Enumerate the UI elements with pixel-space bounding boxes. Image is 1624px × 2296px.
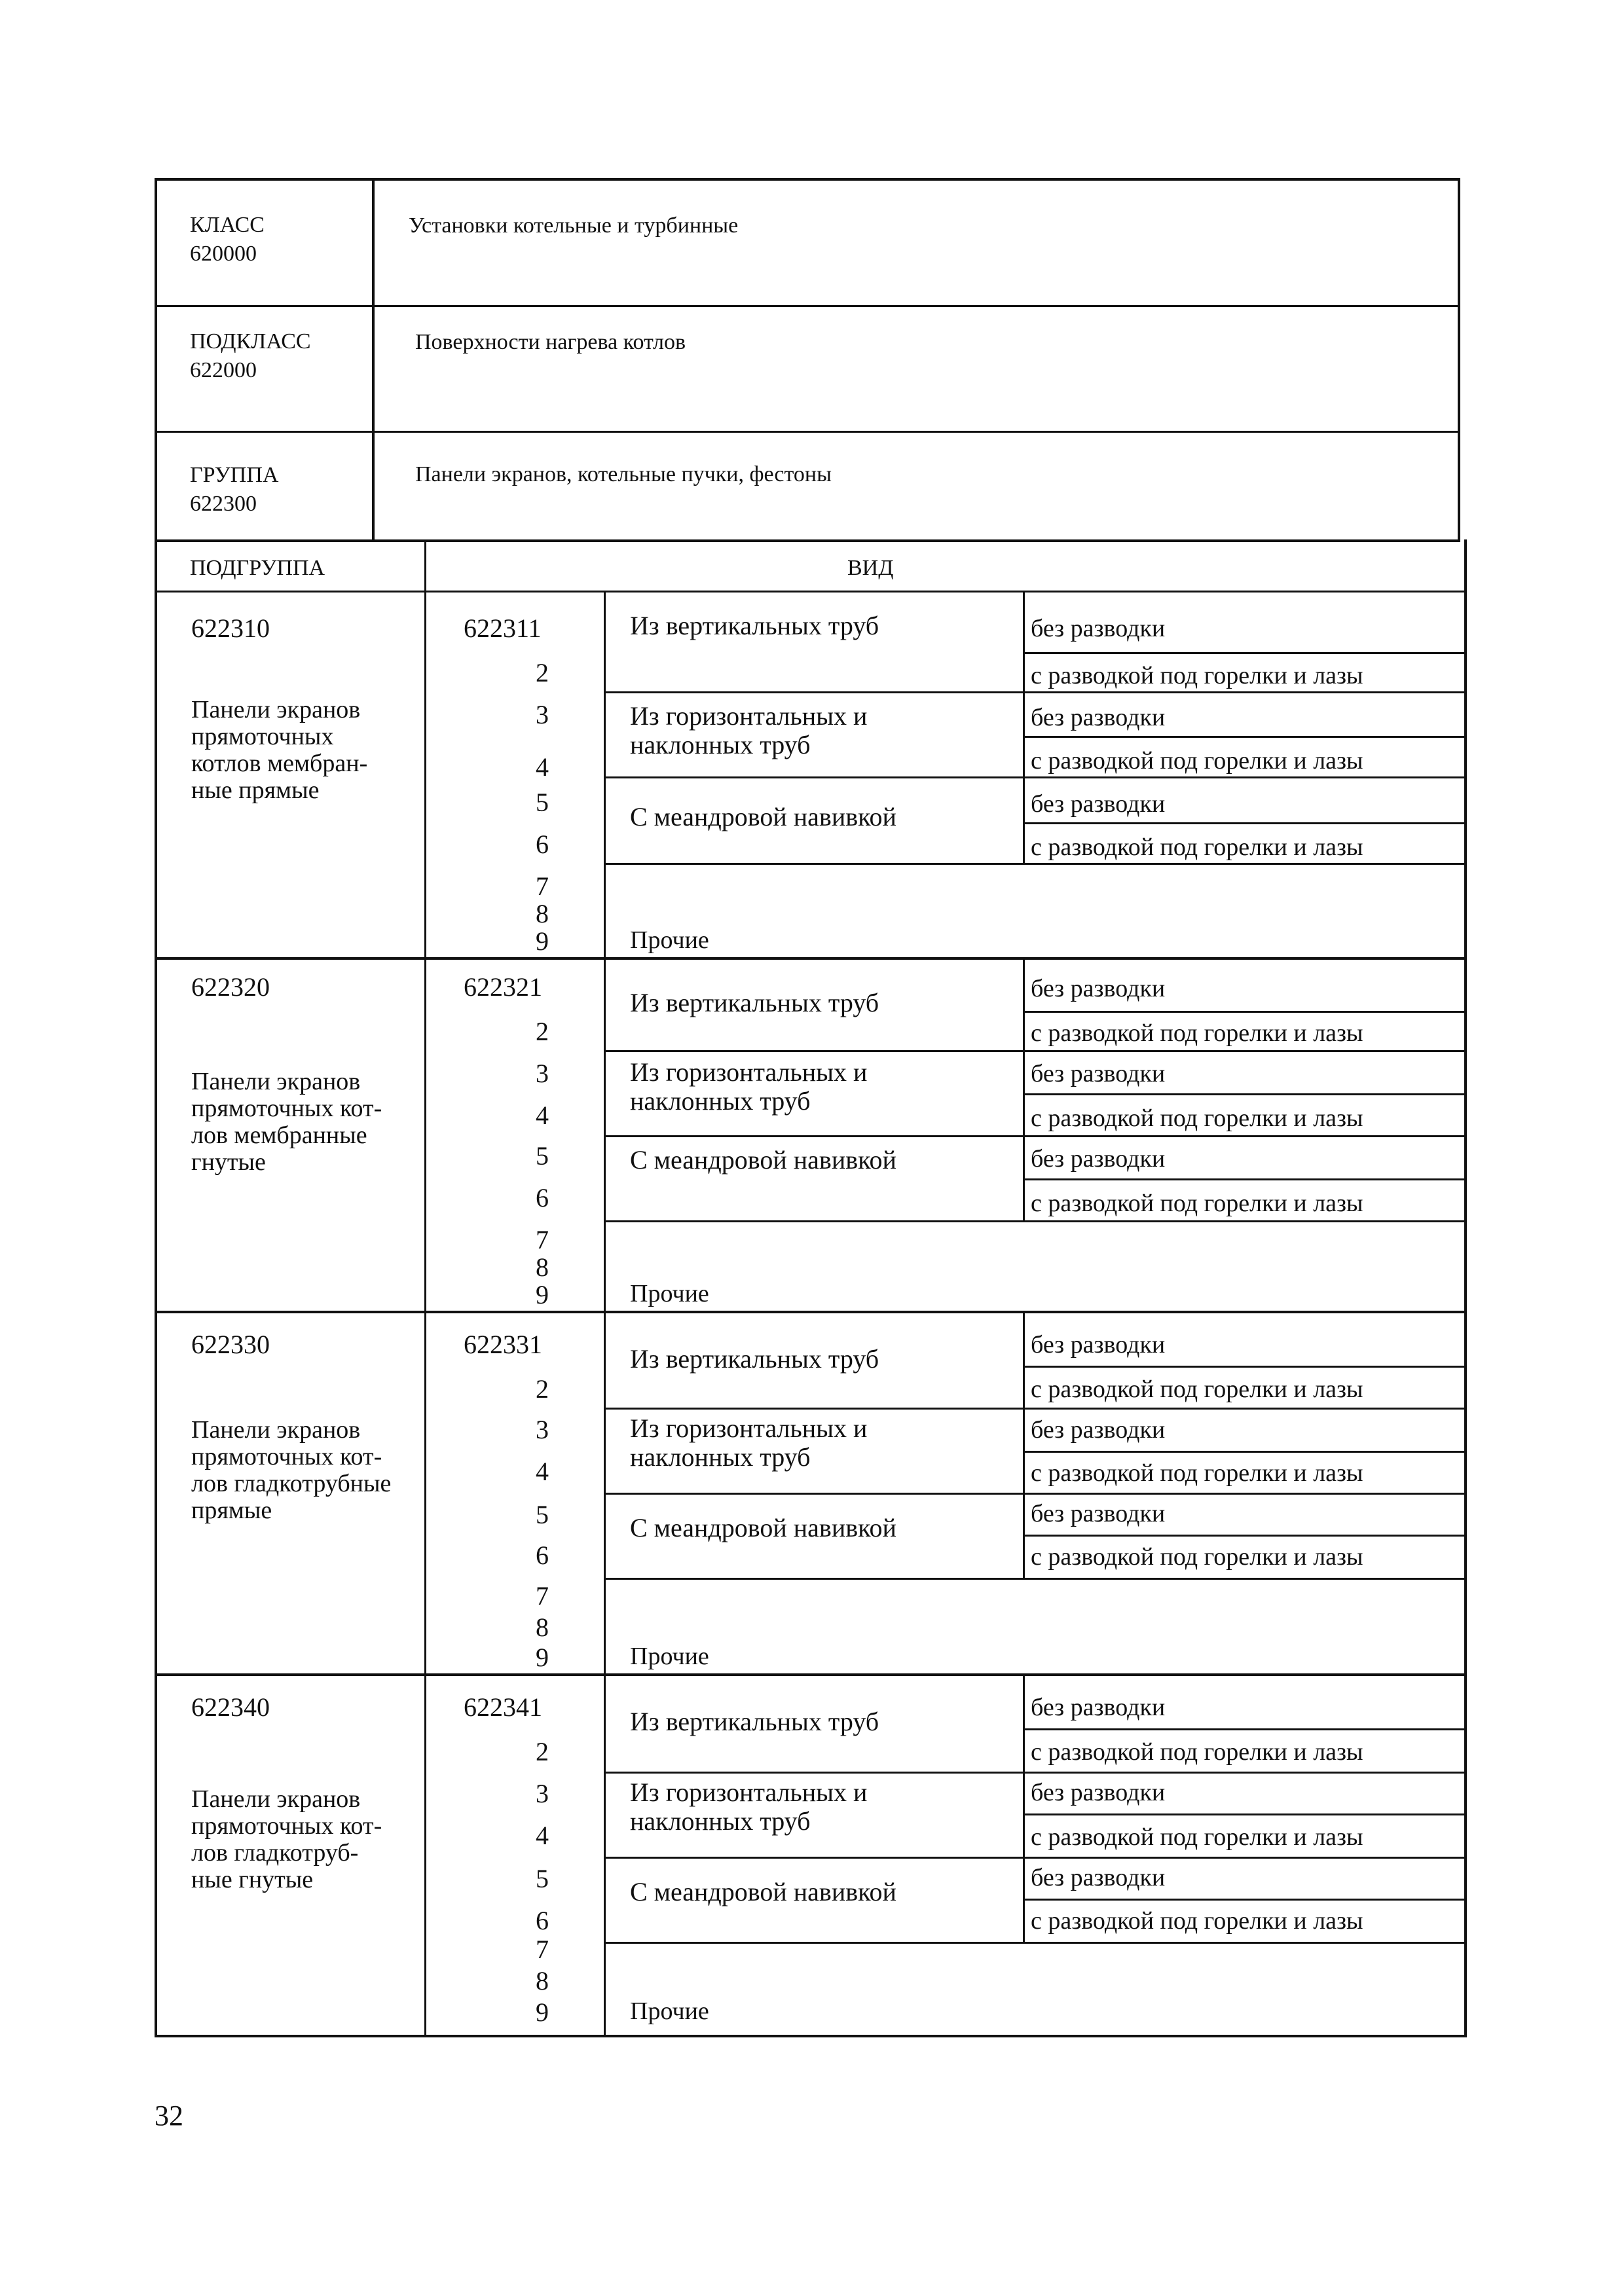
type-row-divider [604,1772,1466,1774]
kind-code: 622311 [464,613,542,643]
type-cell: С меандровой навивкой [630,1513,896,1542]
subgroup-column-header: ПОДГРУППА [190,556,325,580]
variant-column-divider [1023,957,1025,1220]
subgroup-code: 622310 [191,613,270,643]
subclass-label-cell [190,327,311,385]
variant-cell: без разводки [1031,1779,1166,1806]
variant-cell: с разводкой под горелки и лазы [1031,833,1363,861]
type-row-divider [604,863,1466,865]
subgroup-description: Панели экранов прямоточных кот- лов гладкотруб- ные гнутые [191,1785,382,1893]
other-label: Прочие [630,1280,709,1307]
variant-divider [1023,1899,1466,1901]
variant-cell: с разводкой под горелки и лазы [1031,1104,1363,1132]
variant-column-divider [1023,1673,1025,1942]
subgroup-code: 622330 [191,1330,270,1359]
variant-divider [1023,736,1466,738]
kind-number: 3 [536,700,549,729]
header-border-left [155,178,157,542]
variant-cell: с разводкой под горелки и лазы [1031,1823,1363,1851]
type-row-divider [604,1942,1466,1944]
variant-cell: с разводкой под горелки и лазы [1031,1190,1363,1217]
kind-number: 7 [536,1225,549,1254]
variant-divider [1023,1178,1466,1180]
type-cell: Из горизонтальных и наклонных труб [630,1057,868,1116]
group-label-cell [190,461,278,519]
type-cell: Из вертикальных труб [630,611,879,640]
type-row-divider [604,1220,1466,1222]
type-cell: Из вертикальных труб [630,1707,879,1736]
block-divider [155,957,1467,960]
kind-number: 8 [536,899,549,928]
kind-number: 6 [536,829,549,859]
variant-cell: с разводкой под горелки и лазы [1031,1907,1363,1935]
kind-column-header: ВИД [847,556,894,580]
class-label-cell [190,211,265,268]
variant-cell: без разводки [1031,1500,1166,1527]
header-border-top [155,178,1459,181]
variant-cell: без разводки [1031,975,1166,1002]
kind-number: 9 [536,926,549,956]
variant-cell: с разводкой под горелки и лазы [1031,1376,1363,1403]
block-divider [155,1673,1467,1676]
block-divider [155,1311,1467,1313]
group-title: Панели экранов, котельные пучки, фестоны [415,462,832,486]
variant-cell: без разводки [1031,790,1166,818]
subclass-label: ПОДКЛАСС [190,329,311,354]
other-label: Прочие [630,1643,709,1670]
header-border-right [1458,178,1460,542]
main-border-bottom [155,2035,1467,2037]
main-border-top [155,539,1459,542]
kind-number: 8 [536,1966,549,1995]
variant-divider [1023,1535,1466,1537]
type-cell: С меандровой навивкой [630,1877,896,1906]
variant-divider [1023,1011,1466,1013]
kind-number: 9 [536,1997,549,2027]
main-border-left [155,539,157,2037]
kind-number: 4 [536,1101,549,1130]
kind-number: 4 [536,752,549,782]
type-row-divider [604,1050,1466,1052]
variant-divider [1023,1093,1466,1095]
kind-number: 2 [536,1017,549,1046]
kind-number: 8 [536,1252,549,1282]
kind-number: 3 [536,1059,549,1088]
variant-cell: с разводкой под горелки и лазы [1031,1543,1363,1571]
variant-divider [1023,1813,1466,1815]
kind-number: 3 [536,1415,549,1444]
kind-code: 622331 [464,1330,542,1359]
kind-number: 8 [536,1613,549,1642]
variant-cell: без разводки [1031,1694,1166,1721]
variant-divider [1023,1728,1466,1730]
variant-cell: без разводки [1031,704,1166,731]
subclass-title: Поверхности нагрева котлов [415,330,686,354]
type-cell: Из вертикальных труб [630,1344,879,1374]
type-cell: С меандровой навивкой [630,802,896,831]
kind-number: 5 [536,1500,549,1529]
header-row-divider-1 [155,305,1459,307]
kind-number: 5 [536,788,549,817]
kind-number: 2 [536,1374,549,1404]
kind-code: 622321 [464,972,542,1002]
type-row-divider [604,691,1466,693]
variant-cell: без разводки [1031,1331,1166,1358]
type-cell: Из горизонтальных и наклонных труб [630,1777,868,1836]
subgroup-description: Панели экранов прямоточных кот- лов гладкотрубные прямые [191,1416,392,1524]
kind-number: 2 [536,1737,549,1766]
subgroup-column-divider [424,539,426,2037]
kind-column-divider [604,591,606,2037]
type-row-divider [604,1135,1466,1137]
variant-cell: без разводки [1031,1145,1166,1173]
kind-number: 6 [536,1906,549,1935]
kind-number: 5 [536,1864,549,1893]
variant-cell: без разводки [1031,1864,1166,1891]
kind-number: 3 [536,1779,549,1808]
type-cell: Из горизонтальных и наклонных труб [630,1413,868,1472]
header-divider-vertical [372,178,375,542]
kind-number: 9 [536,1643,549,1672]
class-code: 620000 [190,242,257,266]
variant-column-divider [1023,1311,1025,1578]
type-row-divider [604,1493,1466,1495]
variant-cell: с разводкой под горелки и лазы [1031,1738,1363,1766]
kind-number: 7 [536,1935,549,1964]
variant-cell: с разводкой под горелки и лазы [1031,662,1363,689]
kind-number: 4 [536,1457,549,1486]
type-row-divider [604,1857,1466,1859]
kind-number: 6 [536,1540,549,1570]
variant-cell: с разводкой под горелки и лазы [1031,747,1363,774]
variant-column-divider [1023,591,1025,863]
variant-divider [1023,1451,1466,1453]
variant-cell: с разводкой под горелки и лазы [1031,1019,1363,1047]
subclass-code: 622000 [190,358,257,382]
type-cell: Из вертикальных труб [630,988,879,1017]
col-header-divider [155,591,1467,592]
kind-number: 4 [536,1821,549,1850]
kind-number: 7 [536,1581,549,1611]
other-label: Прочие [630,1997,709,2025]
kind-number: 6 [536,1183,549,1212]
type-row-divider [604,1408,1466,1410]
variant-divider [1023,822,1466,824]
other-label: Прочие [630,926,709,954]
group-code: 622300 [190,492,257,516]
kind-number: 9 [536,1280,549,1309]
class-title: Установки котельные и турбинные [409,213,739,238]
variant-cell: без разводки [1031,615,1166,642]
type-cell: Из горизонтальных и наклонных труб [630,701,868,759]
variant-divider [1023,1366,1466,1368]
kind-code: 622341 [464,1692,542,1722]
variant-divider [1023,652,1466,654]
subgroup-code: 622340 [191,1692,270,1722]
type-cell: С меандровой навивкой [630,1145,896,1175]
type-row-divider [604,776,1466,778]
subgroup-description: Панели экранов прямоточных котлов мембран- ные прямые [191,696,368,804]
variant-cell: с разводкой под горелки и лазы [1031,1459,1363,1487]
kind-number: 2 [536,658,549,687]
kind-number: 5 [536,1141,549,1171]
class-label: КЛАСС [190,213,265,237]
variant-cell: без разводки [1031,1060,1166,1087]
main-border-right [1464,539,1467,2037]
group-label: ГРУППА [190,463,279,487]
type-row-divider [604,1578,1466,1580]
subgroup-code: 622320 [191,972,270,1002]
kind-number: 7 [536,871,549,901]
variant-cell: без разводки [1031,1416,1166,1444]
page-number: 32 [155,2100,183,2132]
subgroup-description: Панели экранов прямоточных кот- лов мембранные гнутые [191,1068,382,1176]
header-row-divider-2 [155,431,1459,433]
